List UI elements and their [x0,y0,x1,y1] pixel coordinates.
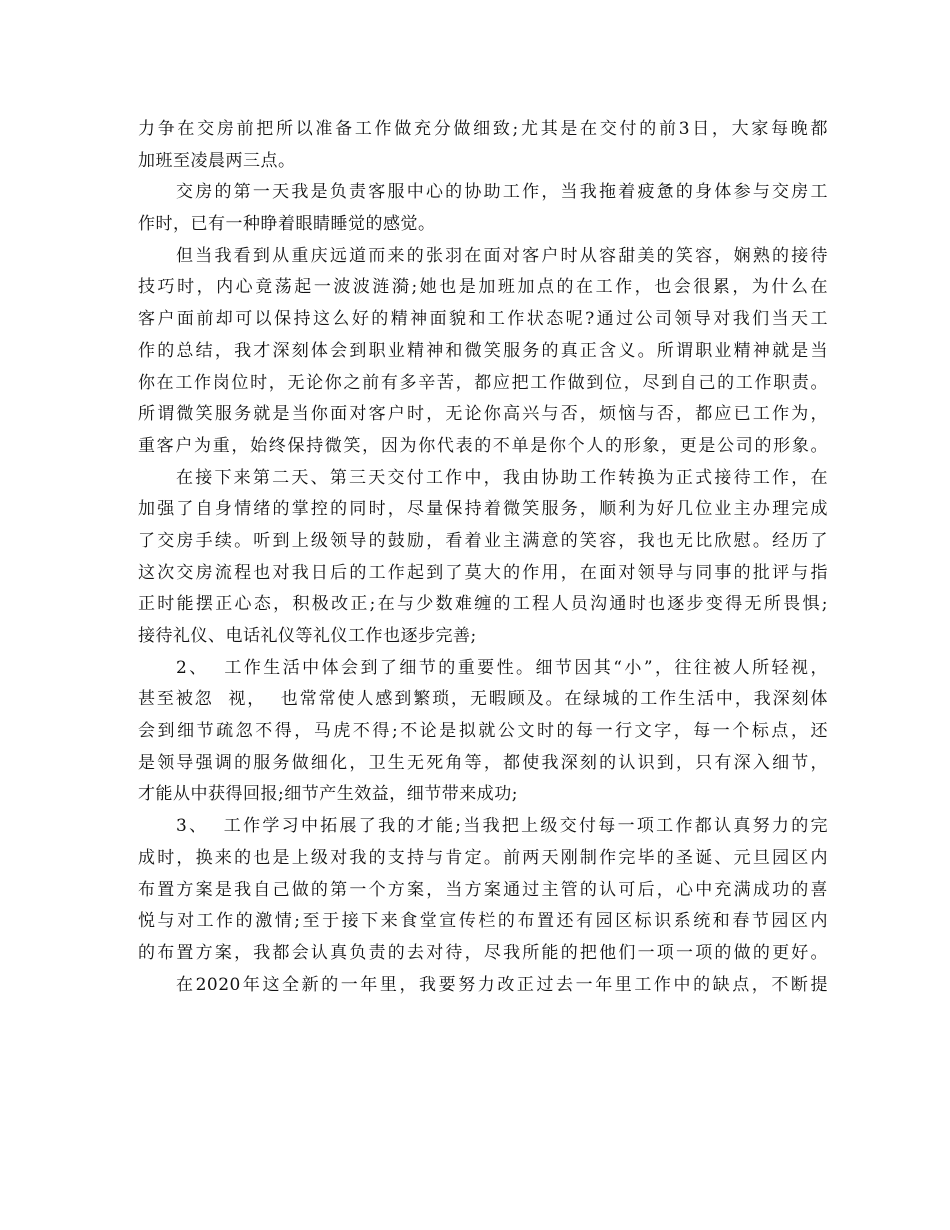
text-line: 但当我看到从重庆远道而来的张羽在面对客户时从容甜美的笑容，娴熟的接待 [176,245,828,266]
text-line: 重客户为重，始终保持微笑，因为你代表的不单是你个人的形象，更是公司的形象。 [138,435,828,456]
text-line: 交房的第一天我是负责客服中心的协助工作，当我拖着疲惫的身体参与交房工 [176,182,828,203]
text-line: 在接下来第二天、第三天交付工作中，我由协助工作转换为正式接待工作，在 [176,467,828,488]
text-line: 所谓微笑服务就是当你面对客户时，无论你高兴与否，烦恼与否，都应已工作为， [138,404,828,425]
text-line: 了交房手续。听到上级领导的鼓励，看着业主满意的笑容，我也无比欣慰。经历了 [138,530,828,551]
text-line: 这次交房流程也对我日后的工作起到了莫大的作用，在面对领导与同事的批评与指 [138,562,828,583]
text-line: 你在工作岗位时，无论你之前有多辛苦，都应把工作做到位，尽到自己的工作职责。 [138,372,828,393]
text-line: 作时，已有一种睁着眼睛睡觉的感觉。 [138,214,436,235]
text-line: 加班至凌晨两三点。 [138,150,296,171]
text-line: 接待礼仪、电话礼仪等礼仪工作也逐步完善; [138,626,477,646]
text-line: 客户面前却可以保持这么好的精神面貌和工作状态呢?通过公司领导对我们当天工 [138,309,828,330]
text-line: 甚至被忽 视， 也常常使人感到繁琐，无暇顾及。在绿城的工作生活中，我深刻体 [138,689,828,710]
text-line: 悦与对工作的激情;至于接下来食堂宣传栏的布置还有园区标识系统和春节园区内 [138,911,828,932]
text-line: 力争在交房前把所以准备工作做充分做细致;尤其是在交付的前3日，大家每晚都 [138,119,828,139]
text-line: 在2020年这全新的一年里，我要努力改正过去一年里工作中的缺点，不断提 [176,974,828,995]
text-line: 正时能摆正心态，积极改正;在与少数难缠的工程人员沟通时也逐步变得无所畏惧; [138,594,828,615]
document-body [138,114,828,1001]
text-line: 作的总结，我才深刻体会到职业精神和微笑服务的真正含义。所谓职业精神就是当 [138,340,828,361]
text-line: 会到细节疏忽不得，马虎不得;不论是拟就公文时的每一行文字，每一个标点，还 [138,721,828,742]
text-line: 布置方案是我自己做的第一个方案，当方案通过主管的认可后，心中充满成功的喜 [138,879,828,900]
text-line: 2、 工作生活中体会到了细节的重要性。细节因其“小”，往往被人所轻视， [176,657,828,678]
text-line: 是领导强调的服务做细化，卫生无死角等，都使我深刻的认识到，只有深入细节， [138,752,828,773]
text-line: 技巧时，内心竟荡起一波波涟漪;她也是加班加点的在工作，也会很累，为什么在 [138,277,828,298]
text-line: 加强了自身情绪的掌控的同时，尽量保持着微笑服务，顺利为好几位业主办理完成 [138,499,828,520]
text-line: 成时，换来的也是上级对我的支持与肯定。前两天刚制作完毕的圣诞、元旦园区内 [138,847,828,868]
text-line: 3、 工作学习中拓展了我的才能;当我把上级交付每一项工作都认真努力的完 [176,816,828,837]
text-line: 才能从中获得回报;细节产生效益，细节带来成功; [138,784,518,805]
text-line: 的布置方案，我都会认真负责的去对待，尽我所能的把他们一项一项的做的更好。 [138,942,828,963]
